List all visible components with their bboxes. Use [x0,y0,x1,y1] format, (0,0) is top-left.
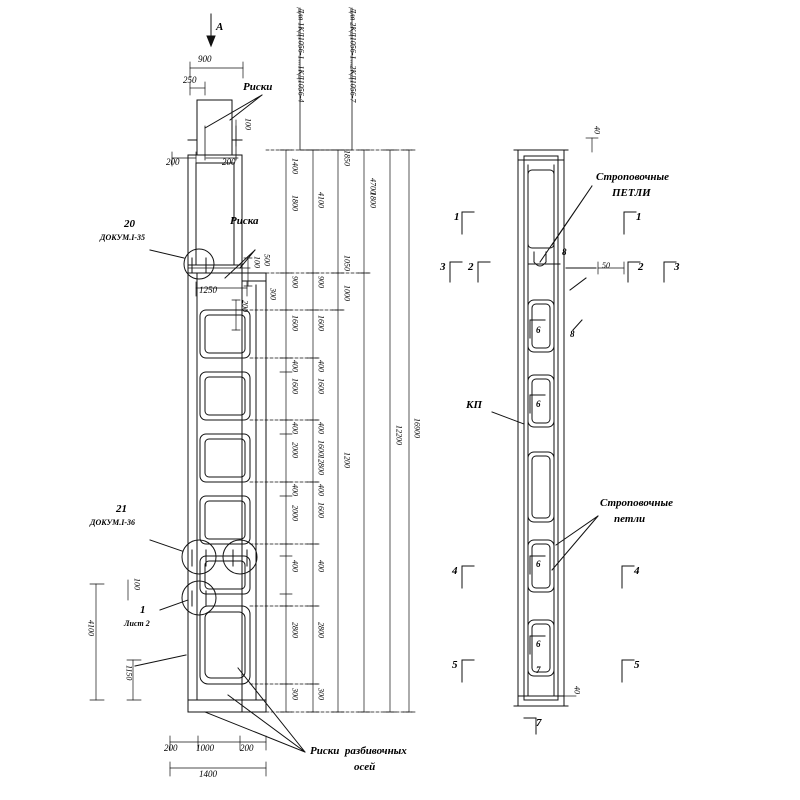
part-mark-6d: 6 [536,639,541,649]
dim-c4-4700: 4700 [368,178,378,194]
dim-c1-1400: 1400 [290,158,300,174]
dim-c2-400c: 400 [316,484,326,496]
section-marks [450,212,676,734]
leader-20 [150,250,184,258]
dim-c1-900: 900 [290,276,300,288]
part-mark-6b: 6 [536,399,541,409]
section-mark-3-right: 3 [674,261,680,273]
dim-c2-900: 900 [316,276,326,288]
note-doc20-sub: ДОКУМ.I-35 [100,233,146,242]
section-mark-1-left: 1 [454,211,460,223]
dim-c3-1200: 1200 [342,452,352,468]
dimension-lines-left [90,62,415,776]
dim-c1-1600b: 1600 [290,378,300,394]
dim-c1-1800: 1800 [290,195,300,211]
dim-1150: 1150 [124,665,134,681]
dim-100-left: 100 [132,578,142,590]
dim-900: 900 [198,54,212,64]
note-list-1: 1 [140,604,146,616]
section-mark-2-right: 2 [638,261,644,273]
dim-c2-2800: 2800 [316,622,326,638]
dim-100-top: 100 [243,118,253,130]
dim-c1-2800: 2800 [290,622,300,638]
dim-c2-300: 300 [316,688,326,700]
dim-40-bottom: 40 [572,686,582,694]
note-petli-top: ПЕТЛИ [612,187,651,199]
detail-circle-21a [182,540,216,574]
leader-axis-marks [205,668,305,752]
side-view-voids [528,170,554,676]
leader-kp [492,412,524,424]
dim-bot-200a: 200 [164,743,178,753]
dim-c1-2000b: 2000 [290,505,300,521]
note-petli-bot: петли [614,513,646,525]
note-series-1: Для 1КД1056-1...1КД1056-4 [296,8,306,103]
section-mark-4-right: 4 [634,565,640,577]
detail-circle-1 [182,581,216,615]
dim-c4-12200: 12200 [394,425,404,445]
section-mark-4-left: 4 [452,565,458,577]
note-riski-razbiv: Риски разбивочных [310,745,407,757]
section-mark-7-bottom: 7 [536,717,542,729]
note-riski-top: Риски [243,81,273,93]
dim-100-mid: 100 [252,256,262,268]
leader-bottom [135,655,186,666]
note-strop-bot: Строповочные [600,497,674,509]
note-doc20: 20 [124,218,135,230]
dim-c2-1600c: 1600 [316,440,326,456]
dim-bot-200b: 200 [240,743,254,753]
section-mark-5-left: 5 [452,659,458,671]
dim-200-right: 200 [222,157,236,167]
dim-c1-400a: 400 [290,360,300,372]
part-mark-6c: 6 [536,559,541,569]
dim-bot-1000: 1000 [196,743,214,753]
dim-c3-1050: 1050 [342,255,352,271]
section-mark-2-left: 2 [468,261,474,273]
dim-1250: 1250 [199,285,217,295]
dim-c1-300: 300 [290,688,300,700]
dim-c1-400c: 400 [290,484,300,496]
note-strop-top: Строповочные [596,171,670,183]
section-label-a: A [216,21,224,33]
leader-strop-bottom [552,516,598,570]
dim-200-mid: 200 [240,300,250,312]
note-riska-mid: Риска [230,215,259,227]
note-osey: осей [354,761,376,773]
dim-c2-1600a: 1600 [316,315,326,331]
dim-c2-4100: 4100 [316,192,326,208]
dim-500-mid: 500 [262,254,272,266]
section-mark-5-right: 5 [634,659,640,671]
section-mark-1-right: 1 [636,211,642,223]
dim-4100-left: 4100 [86,620,96,636]
dim-bot-1400: 1400 [199,769,217,779]
dim-40-top: 40 [592,126,602,134]
note-series-2: Для 2КД1056-1...2КД1056-7 [348,8,358,103]
note-kp: КП [466,399,483,411]
part-mark-6a: 6 [536,325,541,335]
section-mark-3-left: 3 [440,261,446,273]
dim-c2-1600b: 1600 [316,378,326,394]
leader-riska [225,250,255,278]
dim-16900: 16900 [412,418,422,438]
leader-21 [150,540,182,551]
column-corbel-right [242,273,266,712]
part-mark-7: 7 [536,665,541,675]
dim-c2-400d: 400 [316,560,326,572]
dim-12800: 12800 [316,455,326,475]
dim-200-left: 200 [166,157,180,167]
dim-c1-400b: 400 [290,422,300,434]
note-doc21: 21 [116,503,127,515]
note-list-2: Лист 2 [124,619,150,628]
dim-c2-400b: 400 [316,422,326,434]
lifting-loops [528,252,596,654]
note-doc21-sub: ДОКУМ.I-36 [90,518,136,527]
dim-c3-1000: 1000 [342,285,352,301]
dim-c3-1850: 1850 [342,150,352,166]
dim-300-mid: 300 [268,288,278,300]
detail-circle-21b [223,540,257,574]
part-mark-8a: 8 [562,247,567,257]
dim-c1-2000a: 2000 [290,442,300,458]
dim-50: 50 [602,261,610,270]
dim-c1-1600a: 1600 [290,315,300,331]
dim-c2-1600d: 1600 [316,502,326,518]
dim-c1-400d: 400 [290,560,300,572]
part-mark-8b: 8 [570,329,575,339]
dim-c2-400a: 400 [316,360,326,372]
dim-250: 250 [183,75,197,85]
dim-c4-1800: 1800 [368,192,378,208]
